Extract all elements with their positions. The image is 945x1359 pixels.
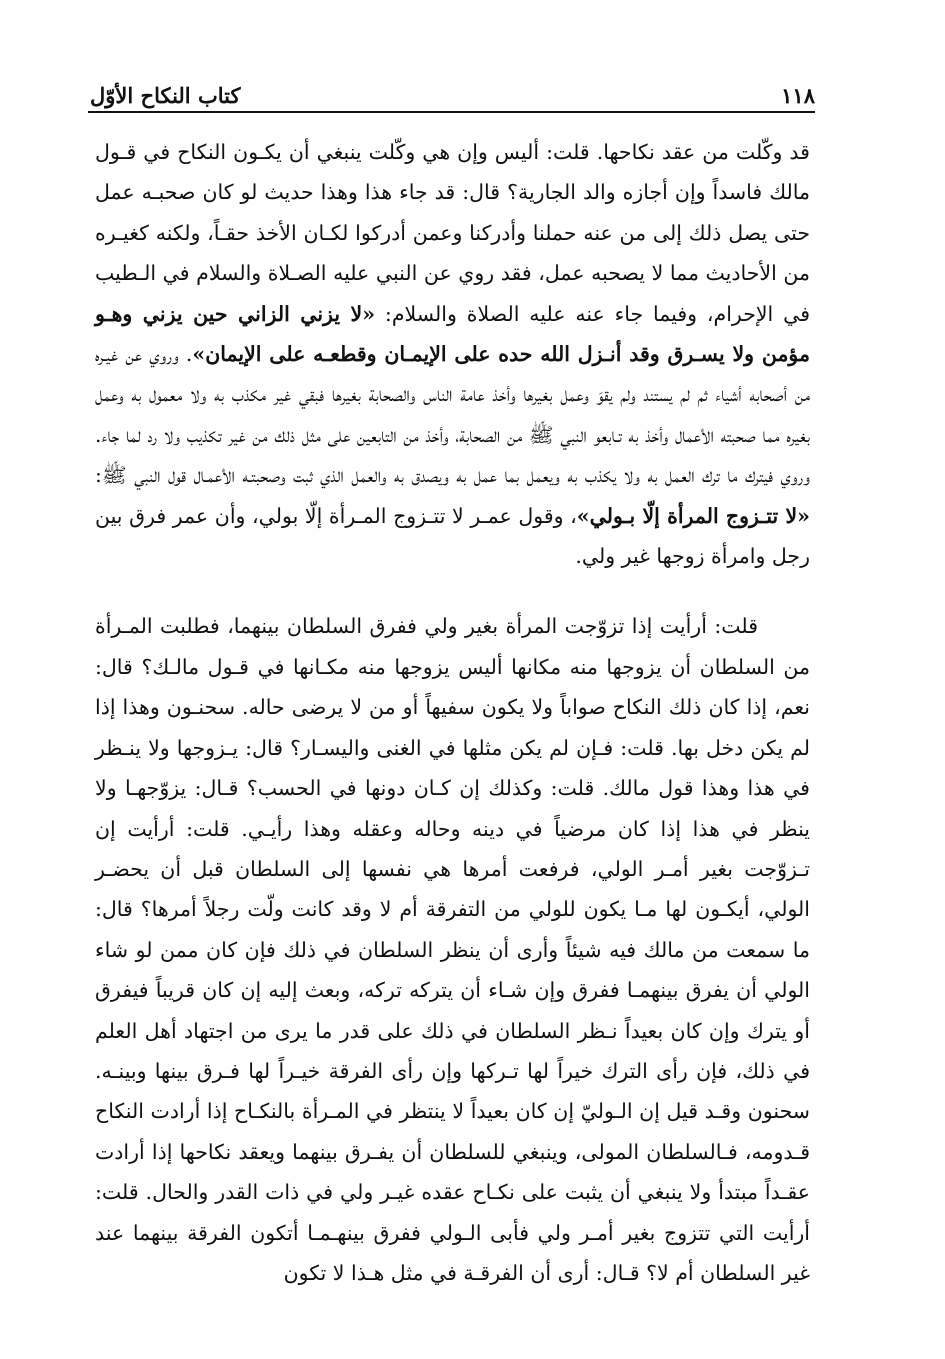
page-number: ١١٨	[781, 83, 815, 108]
body-text	[95, 132, 810, 1293]
running-head	[90, 78, 815, 108]
book-title: كتاب النكاح الأوّل	[90, 83, 241, 108]
paragraph-1	[95, 132, 810, 576]
hadith-quote-2: «لا تتـزوج المرأة إلّا بـولي»	[576, 503, 810, 528]
hadith-quote-1: «لا يزني الزاني حين يزني وهـو مؤمن ولا يسـرق وقد أنـزل الله حده على الإيمـان وقطعـه على الإيمان»	[95, 301, 810, 367]
paragraph-1-text-b: . وروي عن غيـره من أصحابه أشياء ثم لم يستند ولم يقوَ وعمل بغيرها وأخذ عامة الناس والصحابة بغيرها فبقي غير مكذب به ولا معمول به وعمل بغيره مما صحبته الأعمال وأخذ به تـابعو النبي ﷺ من الصحابة، وأخذ من التابعين على مثل ذلك من غير تكذيب ولا رد لما جاء. وروي فيترك ما ترك العمل به ولا يكذب به ويعمل بما عمل به ويصدق به والعمل الذي ثبت وصحبتـه الأعمـال قول النبي ﷺ:	[95, 342, 810, 488]
paragraph-2: قلت: أرأيت إذا تزوّجت المرأة بغير ولي ففرق السلطان بينهما، فطلبت المـرأة من السلطان أن يزوجها منه مكانها أليس يزوجها منه مكـانها في قـول مالـك؟ قال: نعم، إذا كان ذلك النكاح صواباً ولا يكون سفيهاً أو من لا يرضى حاله. سحنـون وهذا إذا لم يكن دخل بها. قلت: فـإن لم يكن مثلها في الغنى واليسـار؟ قال: يـزوجها ولا ينـظر في هذا وهذا قول مالك. قلت: وكذلك إن كـان دونها في الحسب؟ قـال: يزوّجهـا ولا ينظر في هذا إذا كان مرضياً في دينه وحاله وعقله وهذا رأيـي. قلت: أرأيت إن تـزوّجت بغير أمـر الولي، فرفعت أمرها هي نفسها إلى السلطان قبل أن يحضـر الولي، أيكـون لها مـا يكون للولي من التفرقة أم لا وقد كانت ولّت رجلاً أمرها؟ قال: ما سمعت من مالك فيه شيئاً وأرى أن ينظر السلطان في ذلك فإن كان ممن لو شاء الولي أن يفرق بينهمـا ففرق وإن شـاء أن يتركه تركه، وبعث إليه إن كان قريباً فيفرق أو يترك وإن كان بعيداً نـظر السلطان في ذلك على قدر ما يرى من اجتهاد أهل العلم في ذلك، فإن رأى الترك خيراً لها تـركها وإن رأى الفرقة خيـراً لها فـرق بينها وبينـه. سحنون وقـد قيل إن الـوليّ إن كان بعيداً لا ينتظر في المـرأة بالنكـاح إذا أرادت النكاح قـدومه، فـالسلطان المولى، وينبغي للسلطان أن يفـرق بينهما ويعقد نكاحها إذا أرادت عقـداً مبتدأ ولا ينبغي أن يثبت على نكـاح عقده غيـر ولي في ذات القدر والحال. قلت: أرأيت التي تتزوج بغير أمـر ولي فأبى الـولي ففرق بينهـمـا أتكون الفرقة بينهما عند غير السلطان أم لا؟ قـال: أرى أن الفرقـة في مثل هـذا لا تكون	[95, 614, 810, 1285]
header-divider	[88, 111, 815, 113]
paragraph-1-text-c: ، وقول عمـر لا تتـزوج المـرأة إلّا بولي، وأن عمر فرق بين رجل وامرأة زوجها غير ولي.	[95, 503, 810, 569]
paragraph-1-text-a: قد وكّلت من عقد نكاحها. قلت: أليس وإن هي وكّلت ينبغي أن يكـون النكاح في قـول مالك فاسداً وإن أجازه والد الجارية؟ قال: قد جاء هذا وهذا حديث لو كان صحبـه عمل حتى يصل ذلك إلى من عنه حملنا وأدركنا وعمن أدركوا لكـان الأخذ حقـاً، ولكنه كغيـره من الأحاديث مما لا يصحبه عمل، فقد روي عن النبي عليه الصـلاة والسلام في الـطيب في الإحرام، وفيما جاء عنه عليه الصلاة والسلام:	[95, 140, 810, 326]
